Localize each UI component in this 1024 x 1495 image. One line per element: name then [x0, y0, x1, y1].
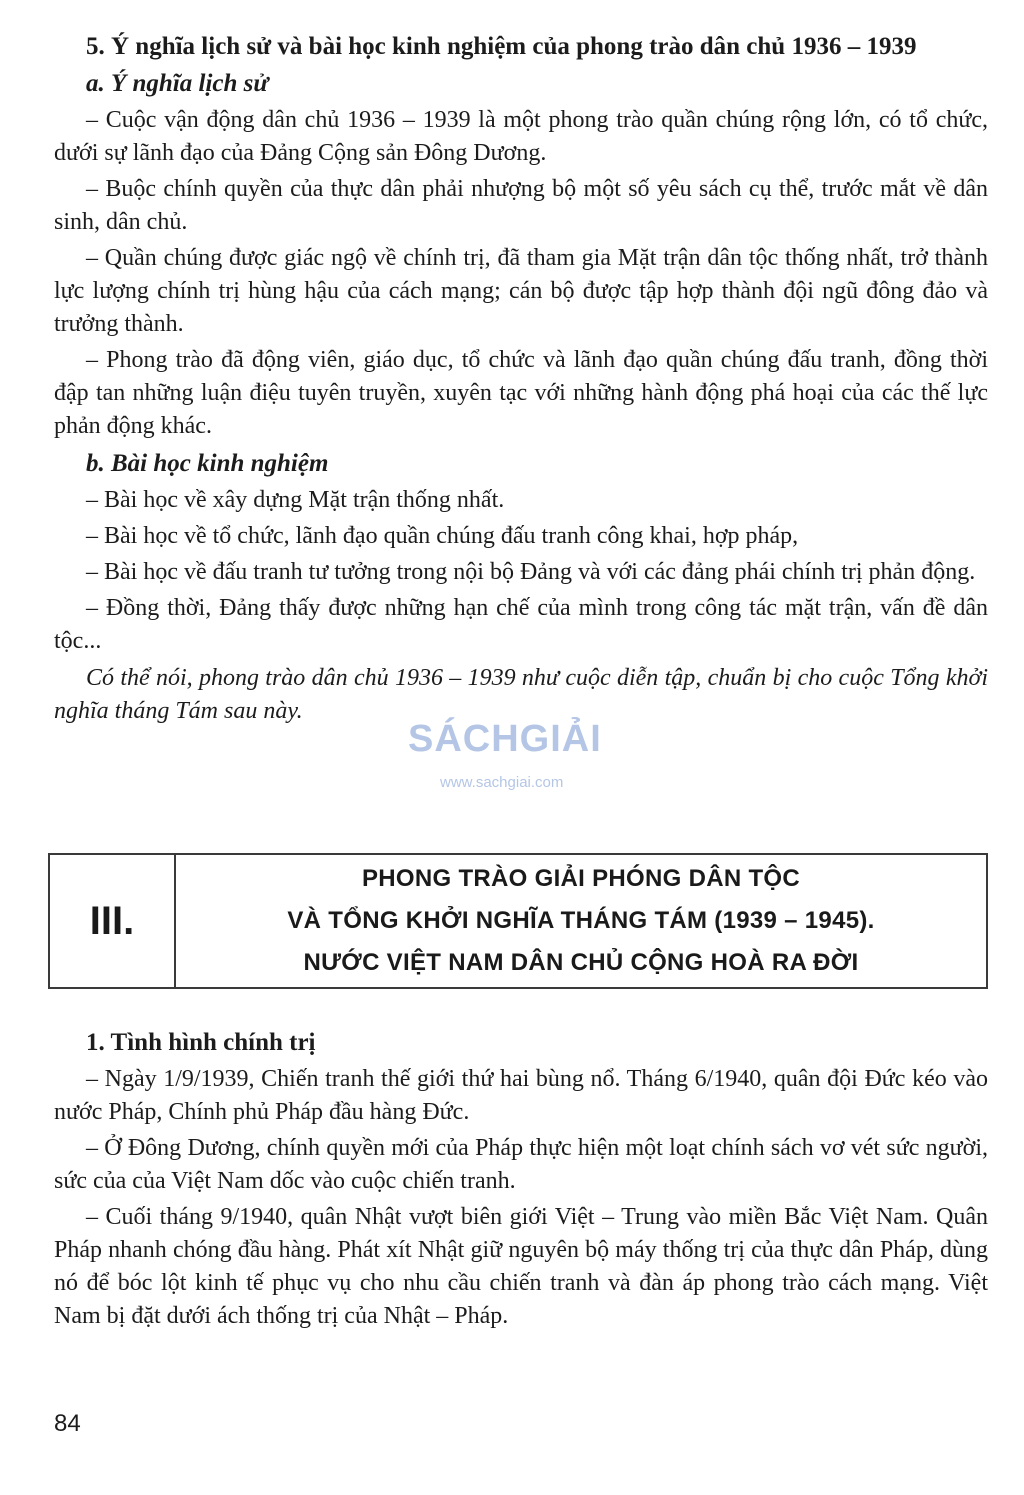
conclusion-paragraph: Có thể nói, phong trào dân chủ 1936 – 1939 như cuộc diễn tập, chuẩn bị cho cuộc Tổng khởi nghĩa tháng Tám sau này. — [54, 665, 988, 724]
paragraph-a-2: – Buộc chính quyền của thực dân phải nhượng bộ một số yêu sách cụ thể, trước mắt về dân sinh, dân chủ. — [54, 176, 988, 235]
section-1-heading: 1. Tình hình chính trị — [86, 1029, 316, 1056]
paragraph-1-2: – Ở Đông Dương, chính quyền mới của Pháp thực hiện một loạt chính sách vơ vét sức người, sức của của Việt Nam dốc vào cuộc chiến tranh. — [54, 1135, 988, 1194]
subheading-a: a. Ý nghĩa lịch sử — [86, 70, 269, 97]
paragraph-b-1: – Bài học về xây dựng Mặt trận thống nhất. — [86, 487, 505, 513]
section-iii-number: III. — [50, 855, 176, 987]
paragraph-1-3: – Cuối tháng 9/1940, quân Nhật vượt biên giới Việt – Trung vào miền Bắc Việt Nam. Quân Pháp nhanh chóng đầu hàng. Phát xít Nhật giữ nguyên bộ máy thống trị của thực dân Pháp, dùng nó để bóc lột kinh tế phục vụ cho nhu cầu chiến tranh và đàn áp phong trào cách mạng. Việt Nam bị đặt dưới ách thống trị của Nhật – Pháp. — [54, 1204, 988, 1329]
paragraph-b-4: – Đồng thời, Đảng thấy được những hạn chế của mình trong công tác mặt trận, vấn đề dân tộc... — [54, 595, 988, 654]
paragraph-b-3: – Bài học về đấu tranh tư tưởng trong nội bộ Đảng và với các đảng phái chính trị phản động. — [86, 559, 976, 585]
section-iii-title-line-1: PHONG TRÀO GIẢI PHÓNG DÂN TỘC — [361, 865, 801, 892]
section-iii-title-line-2: VÀ TỔNG KHỞI NGHĨA THÁNG TÁM (1939 – 1945). — [287, 907, 875, 934]
section-1 — [54, 1026, 988, 1333]
paragraph-b-2: – Bài học về tổ chức, lãnh đạo quần chúng đấu tranh công khai, hợp pháp, — [86, 523, 799, 549]
subheading-b: b. Bài học kinh nghiệm — [86, 450, 329, 477]
paragraph-a-4: – Phong trào đã động viên, giáo dục, tổ chức và lãnh đạo quần chúng đấu tranh, đồng thời đập tan những luận điệu tuyên truyền, xuyên tạc với những hành động phá hoại của các thế lực phản động khác. — [54, 347, 988, 439]
section-5 — [54, 30, 988, 728]
watermark-brand: SÁCHGIẢI — [408, 718, 602, 760]
watermark-url: www.sachgiai.com — [440, 774, 564, 791]
section-iii-box — [48, 853, 988, 989]
paragraph-a-1: – Cuộc vận động dân chủ 1936 – 1939 là một phong trào quần chúng rộng lớn, có tổ chức, dưới sự lãnh đạo của Đảng Cộng sản Đông Dương. — [54, 107, 988, 166]
section-iii-title-line-3: NƯỚC VIỆT NAM DÂN CHỦ CỘNG HOÀ RA ĐỜI — [303, 949, 859, 976]
section-iii-title — [176, 855, 986, 987]
section-5-heading: 5. Ý nghĩa lịch sử và bài học kinh nghiệm của phong trào dân chủ 1936 – 1939 — [86, 33, 917, 60]
paragraph-a-3: – Quần chúng được giác ngộ về chính trị, đã tham gia Mặt trận dân tộc thống nhất, trở thành lực lượng chính trị hùng hậu của cách mạng; cán bộ được tập hợp thành đội ngũ đông đảo và trưởng thành. — [54, 245, 988, 337]
paragraph-1-1: – Ngày 1/9/1939, Chiến tranh thế giới thứ hai bùng nổ. Tháng 6/1940, quân đội Đức kéo vào nước Pháp, Chính phủ Pháp đầu hàng Đức. — [54, 1066, 988, 1125]
page-number: 84 — [54, 1410, 81, 1437]
